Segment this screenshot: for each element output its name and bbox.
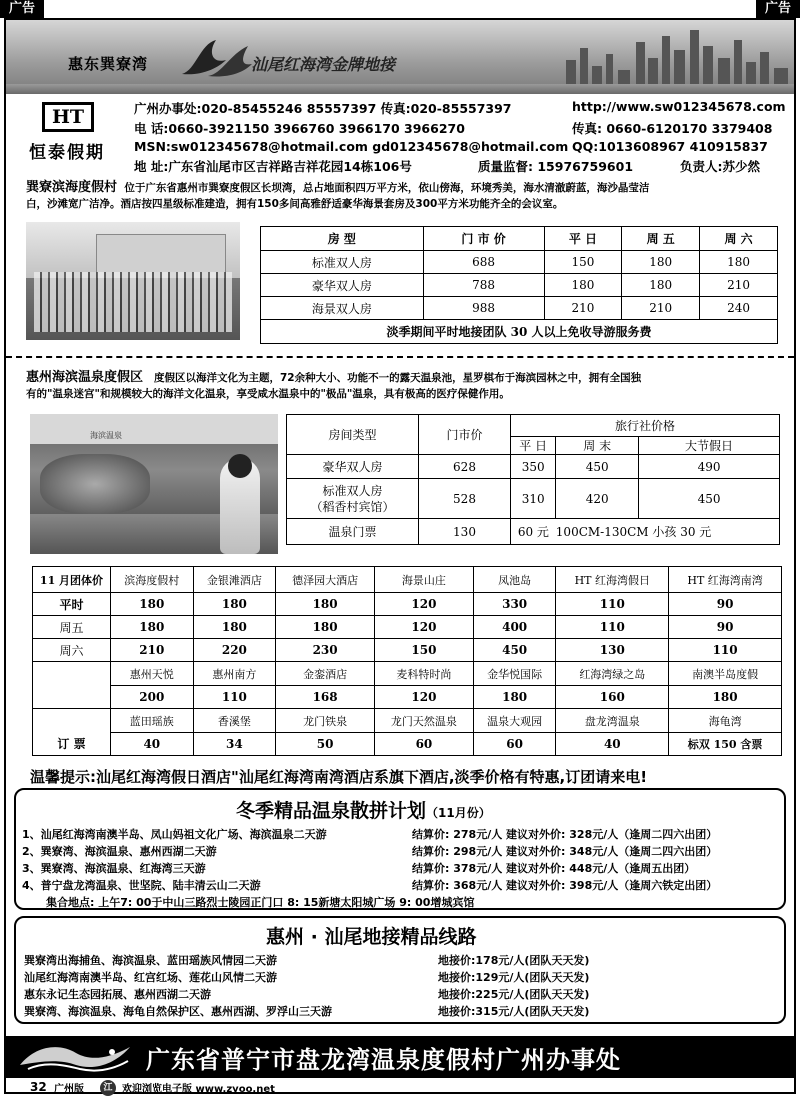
table-cell: 34 <box>193 733 276 756</box>
table-cell: 180 <box>111 593 194 616</box>
resort1-note: 淡季期间平时地接团队 30 人以上免收导游服务费 <box>261 320 778 344</box>
resort2-intro <box>26 369 786 387</box>
table-cell: 标准双人房 <box>261 251 424 274</box>
table-cell: 110 <box>556 616 669 639</box>
banner-right-text: 汕尾红海湾金牌地接 <box>251 55 396 74</box>
table-cell: 180 <box>622 274 700 297</box>
table-cell: 628 <box>419 455 511 479</box>
resort2-desc2: 有的"温泉迷宫"和规模较大的海洋文化温泉，享受咸水温泉中的"极品"温泉，具有极高的医疗保健作用。 <box>26 388 510 400</box>
contact-address: 地 址:广东省汕尾市区吉祥路吉祥花园14栋106号 <box>134 159 412 174</box>
table-row <box>33 662 782 686</box>
table-cell: 788 <box>423 274 544 297</box>
r1-header-type: 房 型 <box>261 227 424 251</box>
table-cell: 周五 <box>33 616 111 639</box>
table-cell: 150 <box>375 639 474 662</box>
table-cell: 60 元 <box>511 519 556 545</box>
r2-sub-weekday: 平 日 <box>511 437 556 455</box>
resort2-name: 惠州海滨温泉度假区 <box>26 370 144 385</box>
resort2-photo <box>30 414 278 554</box>
table-row <box>33 593 782 616</box>
table-cell: 180 <box>276 593 375 616</box>
table-cell: 200 <box>111 686 194 709</box>
contact-line2: 电 话:0660-3921150 3966760 3966170 3966270 <box>134 121 465 136</box>
table-cell: 标准双人房 （稻香村宾馆） <box>287 479 419 519</box>
table-cell: 130 <box>419 519 511 545</box>
table-cell: 滨海度假村 <box>111 567 194 593</box>
page-number: 32 <box>30 1080 47 1094</box>
list-item: 4、普宁盘龙湾温泉、世坚院、陆丰清云山二天游 <box>22 879 261 892</box>
list-item-price: 结算价: 368元/人 建议对外价: 398元/人（逢周六铁定出团） <box>412 879 718 892</box>
photo-caption: 海滨温泉 <box>90 431 122 440</box>
table-row <box>33 686 782 709</box>
table-cell: 南澳半岛度假 <box>669 662 782 686</box>
table-cell: 210 <box>544 297 622 320</box>
website-link[interactable]: 欢迎浏览电子版 www.zyoo.net <box>122 1084 275 1095</box>
table-cell: 40 <box>556 733 669 756</box>
table-cell: 180 <box>193 593 276 616</box>
table-row <box>287 479 780 519</box>
resort1-photo <box>26 222 240 340</box>
logo-name: 恒泰假期 <box>29 143 105 163</box>
winter-title <box>236 796 491 823</box>
list-item-price: 结算价: 278元/人 建议对外价: 328元/人（逢周二四六出团） <box>412 828 718 841</box>
table-cell: 麦科特时尚 <box>375 662 474 686</box>
list-item-price: 地接价:225元/人(团队天天发) <box>438 988 590 1001</box>
table-cell: 周六 <box>33 639 111 662</box>
table-cell: 红海湾绿之岛 <box>556 662 669 686</box>
table-cell: 450 <box>556 455 639 479</box>
resort1-price-table <box>260 226 778 344</box>
table-row <box>33 616 782 639</box>
list-item: 汕尾红海湾南澳半岛、红宫红场、莲花山风情二天游 <box>24 971 277 984</box>
table-cell: 盘龙湾温泉 <box>556 709 669 733</box>
table-cell: 120 <box>375 593 474 616</box>
table-cell: 海景山庄 <box>375 567 474 593</box>
r1-header-friday: 周 五 <box>622 227 700 251</box>
contact-qq: QQ:1013608967 410915837 <box>572 139 768 154</box>
list-item: 巽寮湾、海滨温泉、海龟自然保护区、惠州西湖、罗浮山三天游 <box>24 1005 332 1018</box>
r1-header-rack: 门 市 价 <box>423 227 544 251</box>
warm-tip: 温馨提示:汕尾红海湾假日酒店"汕尾红海湾南湾酒店系旗下酒店,淡季价格有特惠,订团请来电! <box>30 768 648 786</box>
footer-title: 广东省普宁市盘龙湾温泉度假村广州办事处 <box>146 1046 621 1074</box>
table-cell: 90 <box>669 616 782 639</box>
resort1-intro <box>26 179 786 197</box>
header-banner <box>6 20 794 94</box>
table-cell: 210 <box>622 297 700 320</box>
local-title: 惠州 · 汕尾地接精品线路 <box>266 926 477 948</box>
list-item: 1、汕尾红海湾南澳半岛、凤山妈祖文化广场、海滨温泉二天游 <box>22 828 327 841</box>
wave-logo-icon <box>178 34 256 80</box>
table-cell: 110 <box>193 686 276 709</box>
company-logo <box>24 102 110 168</box>
table-cell: 210 <box>111 639 194 662</box>
r2-sub-holiday: 大节假日 <box>639 437 780 455</box>
group-price-table <box>32 566 782 756</box>
table-cell: 988 <box>423 297 544 320</box>
table-cell: 180 <box>276 616 375 639</box>
table-row <box>33 639 782 662</box>
resort2-desc1: 度假区以海洋文化为主题，72余种大小、功能不一的露天温泉池，星罗棋布于海滨园林之中，拥有全国独 <box>153 372 642 384</box>
table-cell: 180 <box>193 616 276 639</box>
table-cell: 110 <box>556 593 669 616</box>
table-cell: 220 <box>193 639 276 662</box>
r1-header-weekday: 平 日 <box>544 227 622 251</box>
list-item-price: 结算价: 378元/人 建议对外价: 448元/人（逢周五出团） <box>412 862 696 875</box>
winter-title-text: 冬季精品温泉散拼计划 <box>236 800 427 822</box>
table-cell: 龙门铁泉 <box>276 709 375 733</box>
table-cell: 240 <box>700 297 778 320</box>
r2-header-agency: 旅行社价格 <box>511 415 780 437</box>
table-cell: 528 <box>419 479 511 519</box>
ticket-label: 订 票 <box>33 709 111 756</box>
list-item: 3、巽寮湾、海滨温泉、红海湾三天游 <box>22 862 206 875</box>
r2-header-rack: 门市价 <box>419 415 511 455</box>
table-cell: 平时 <box>33 593 111 616</box>
table-cell: 金银滩酒店 <box>193 567 276 593</box>
edition-label: 广州版 <box>54 1084 84 1095</box>
table-cell: 180 <box>111 616 194 639</box>
contact-website[interactable]: http://www.sw012345678.com <box>572 99 786 114</box>
table-row <box>33 709 782 733</box>
contact-quality: 质量监督: 15976759601 <box>478 159 634 174</box>
table-row <box>261 297 778 320</box>
resort1-desc2: 白，沙滩宽广洁净。酒店按四星级标准建造，拥有150多间高雅舒适豪华海景套房及300平方米功能齐全的会议室。 <box>26 198 564 210</box>
contact-person: 负责人:苏少然 <box>680 159 760 174</box>
table-cell: 40 <box>111 733 194 756</box>
table-row <box>261 274 778 297</box>
resort2-price-table <box>286 414 780 545</box>
table-cell: 金銮酒店 <box>276 662 375 686</box>
table-cell: 120 <box>375 616 474 639</box>
table-cell: 160 <box>556 686 669 709</box>
contact-fax: 传真: 0660-6120170 3379408 <box>572 121 773 136</box>
table-cell: HT 红海湾假日 <box>556 567 669 593</box>
table-cell: 150 <box>544 251 622 274</box>
table-cell: 180 <box>669 686 782 709</box>
table-cell: 豪华双人房 <box>287 455 419 479</box>
list-item-price: 地接价:178元/人(团队天天发) <box>438 954 590 967</box>
table-cell: 180 <box>473 686 556 709</box>
contact-msn: MSN:sw012345678@hotmail.com gd012345678@hotmail.com <box>134 139 569 154</box>
list-item: 2、巽寮湾、海滨温泉、惠州西湖二天游 <box>22 845 217 858</box>
table-cell: HT 红海湾南湾 <box>669 567 782 593</box>
table-cell: 420 <box>556 479 639 519</box>
table-cell: 168 <box>276 686 375 709</box>
ad-label-right: 广告 <box>756 0 800 18</box>
table-cell: 蓝田瑶族 <box>111 709 194 733</box>
table-cell: 惠州天悦 <box>111 662 194 686</box>
table-cell: 海龟湾 <box>669 709 782 733</box>
dragon-logo-icon <box>16 1039 136 1075</box>
table-cell: 490 <box>639 455 780 479</box>
list-item: 惠东永记生态园拓展、惠州西湖二天游 <box>24 988 211 1001</box>
resort1-desc1: 位于广东省惠州市巽寮度假区长坝湾，总占地面积四万平方米，依山傍海，环境秀美，海水清澈蔚蓝，海沙晶莹洁 <box>124 182 650 194</box>
winter-plan-box <box>14 788 786 910</box>
table-cell: 450 <box>473 639 556 662</box>
table-cell: 凤池岛 <box>473 567 556 593</box>
r1-header-saturday: 周 六 <box>700 227 778 251</box>
ad-label-left: 广告 <box>0 0 44 18</box>
table-row <box>287 519 780 545</box>
table-cell: 豪华双人房 <box>261 274 424 297</box>
table-cell: 230 <box>276 639 375 662</box>
table-cell: 金华悦国际 <box>473 662 556 686</box>
table-cell: 310 <box>511 479 556 519</box>
meeting-point: 集合地点: 上午7: 00于中山三路烈士陵园正门口 8: 15新塘太阳城广场 9: 00增城宾馆 <box>46 896 475 909</box>
table-row <box>261 251 778 274</box>
list-item-price: 地接价:129元/人(团队天天发) <box>438 971 590 984</box>
table-cell: 450 <box>639 479 780 519</box>
r2-header-type: 房间类型 <box>287 415 419 455</box>
table-cell: 130 <box>556 639 669 662</box>
table-cell: 90 <box>669 593 782 616</box>
table-cell: 400 <box>473 616 556 639</box>
table-row <box>287 455 780 479</box>
table-cell: 180 <box>700 251 778 274</box>
table-cell: 100CM-130CM 小孩 30 元 <box>556 519 780 545</box>
table-cell: 210 <box>700 274 778 297</box>
table-cell: 110 <box>669 639 782 662</box>
divider <box>6 356 794 358</box>
table-cell: 温泉门票 <box>287 519 419 545</box>
table-cell: 香溪堡 <box>193 709 276 733</box>
table-cell: 50 <box>276 733 375 756</box>
table-cell: 330 <box>473 593 556 616</box>
table-cell: 温泉大观园 <box>473 709 556 733</box>
table-cell: 180 <box>622 251 700 274</box>
table-cell: 龙门天然温泉 <box>375 709 474 733</box>
table-cell: 惠州南方 <box>193 662 276 686</box>
table-cell: 60 <box>473 733 556 756</box>
table-cell: 60 <box>375 733 474 756</box>
table-cell: 120 <box>375 686 474 709</box>
table-cell: 标双 150 含票 <box>669 733 782 756</box>
banner-left-text: 惠东巽寮湾 <box>68 55 149 73</box>
table-cell: 688 <box>423 251 544 274</box>
logo-mark: HT <box>42 102 94 132</box>
table-row <box>33 733 782 756</box>
mini-logo-icon: 江 <box>100 1080 116 1096</box>
table-cell: 350 <box>511 455 556 479</box>
table-cell: 海景双人房 <box>261 297 424 320</box>
contact-line1: 广州办事处:020-85455246 85557397 传真:020-85557397 <box>134 101 512 116</box>
table-cell: 德泽园大酒店 <box>276 567 375 593</box>
local-routes-box <box>14 916 786 1024</box>
resort1-name: 巽寮滨海度假村 <box>26 180 118 195</box>
winter-month: （11月份） <box>426 806 491 820</box>
list-item-price: 结算价: 298元/人 建议对外价: 348元/人（逢周二四六出团） <box>412 845 718 858</box>
r2-sub-weekend: 周 末 <box>556 437 639 455</box>
list-item: 巽寮湾出海捕鱼、海滨温泉、蓝田瑶族风情园二天游 <box>24 954 277 967</box>
group-corner: 11 月团体价 <box>33 567 111 593</box>
list-item-price: 地接价:315元/人(团队天天发) <box>438 1005 590 1018</box>
table-cell: 180 <box>544 274 622 297</box>
